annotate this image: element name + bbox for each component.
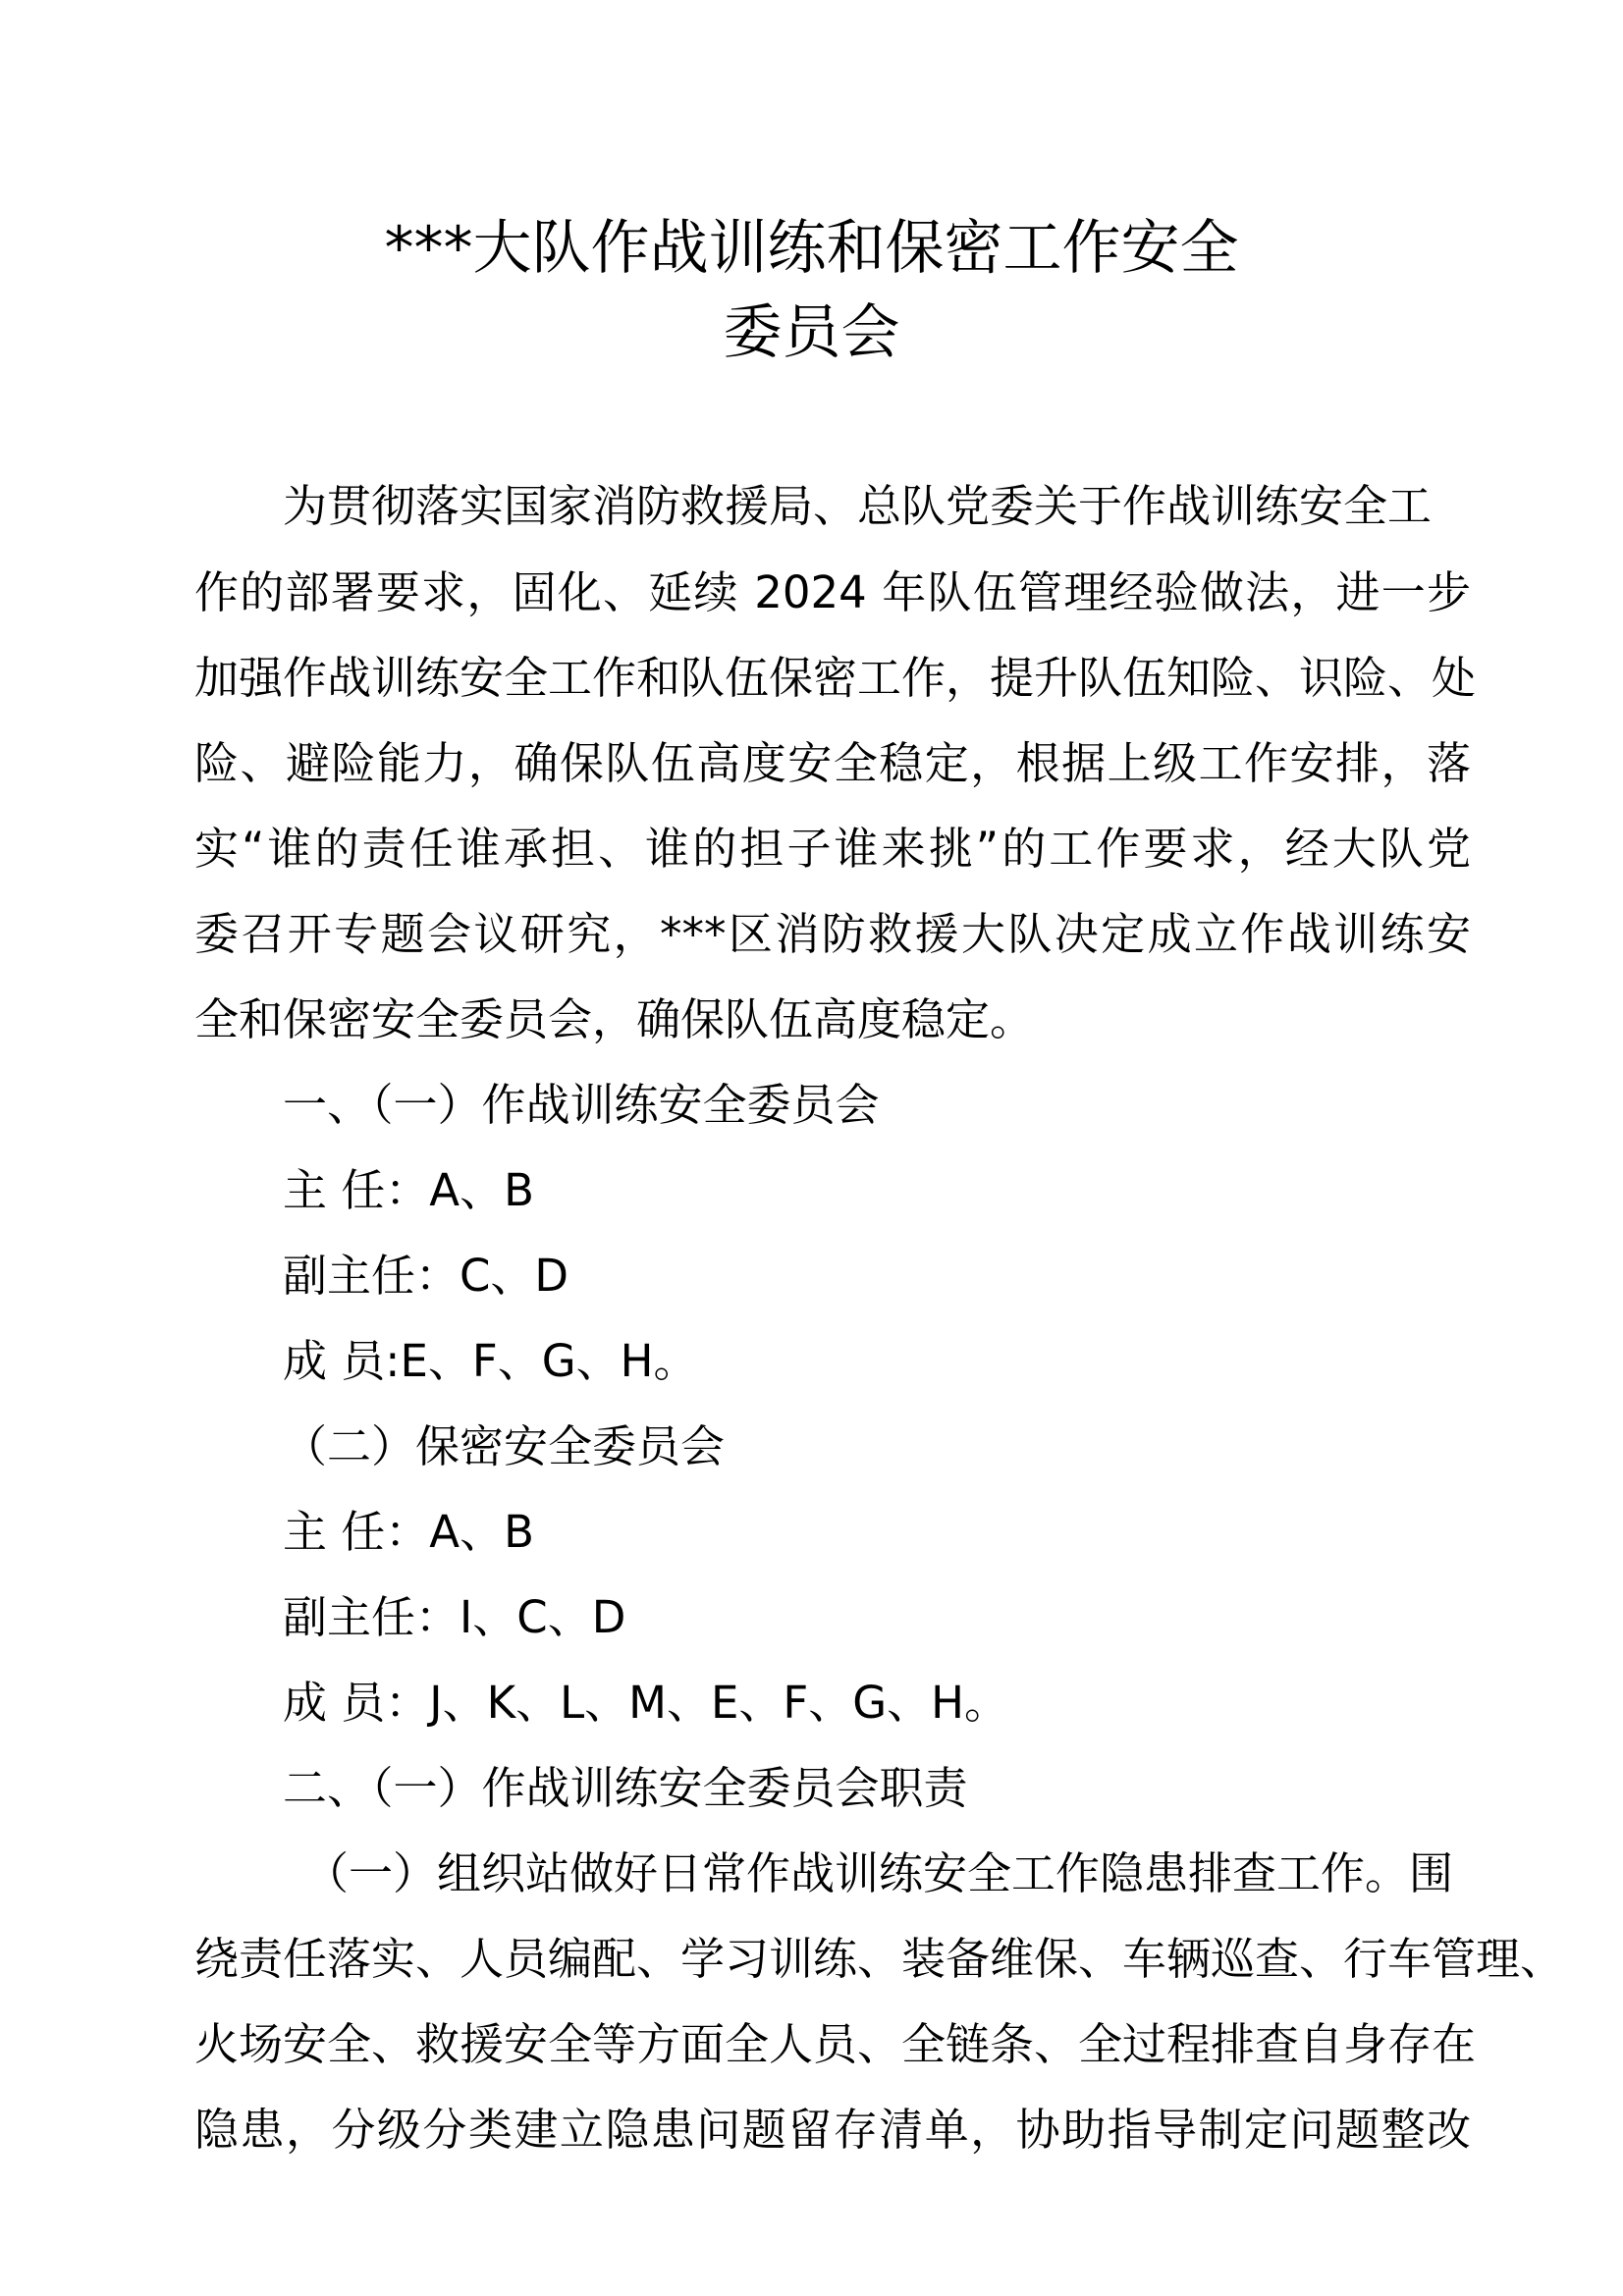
intro-line-1: 为贯彻落实国家消防救援局、总队党委关于作战训练安全工 — [283, 480, 1433, 532]
document-title-line-2: 委员会 — [723, 298, 900, 367]
intro-line-6: 委召开专题会议研究，***区消防救援大队决定成立作战训练安 — [194, 908, 1471, 960]
document-title-line-1: ***大队作战训练和保密工作安全 — [384, 214, 1239, 283]
section1-deputy: 副主任：C、D — [283, 1250, 569, 1302]
section2-line-2: 绕责任落实、人员编配、学习训练、装备维保、车辆巡查、行车管理、 — [194, 1933, 1565, 1985]
intro-line-2: 作的部署要求，固化、延续 2024 年队伍管理经验做法，进一步 — [194, 566, 1471, 618]
intro-line-7: 全和保密安全委员会，确保队伍高度稳定。 — [194, 993, 1035, 1045]
intro-line-5: 实“谁的责任谁承担、谁的担子谁来挑”的工作要求，经大队党 — [194, 823, 1471, 875]
intro-line-3: 加强作战训练安全工作和队伍保密工作，提升队伍知险、识险、处 — [194, 652, 1477, 704]
section1-heading: 一、（一）作战训练安全委员会 — [283, 1079, 880, 1131]
intro-line-4: 险、避险能力，确保队伍高度安全稳定，根据上级工作安排，落 — [194, 737, 1471, 789]
section1-sub2-director: 主 任：A、B — [283, 1506, 534, 1558]
section2-heading: 二、（一）作战训练安全委员会职责 — [283, 1762, 968, 1814]
section1-director: 主 任：A、B — [283, 1164, 534, 1216]
section1-sub2-deputy: 副主任：I、C、D — [283, 1591, 626, 1643]
section2-line-3: 火场安全、救援安全等方面全人员、全链条、全过程排查自身存在 — [194, 2018, 1477, 2070]
section1-sub2-members: 成 员：J、K、L、M、E、F、G、H。 — [283, 1677, 1009, 1729]
section2-line-1: （一）组织站做好日常作战训练安全工作隐患排查工作。围 — [304, 1847, 1454, 1899]
section2-line-4: 隐患，分级分类建立隐患问题留存清单，协助指导制定问题整改 — [194, 2104, 1471, 2156]
section1-sub2-heading: （二）保密安全委员会 — [283, 1420, 726, 1472]
section1-members: 成 员:E、F、G、H。 — [283, 1335, 698, 1387]
